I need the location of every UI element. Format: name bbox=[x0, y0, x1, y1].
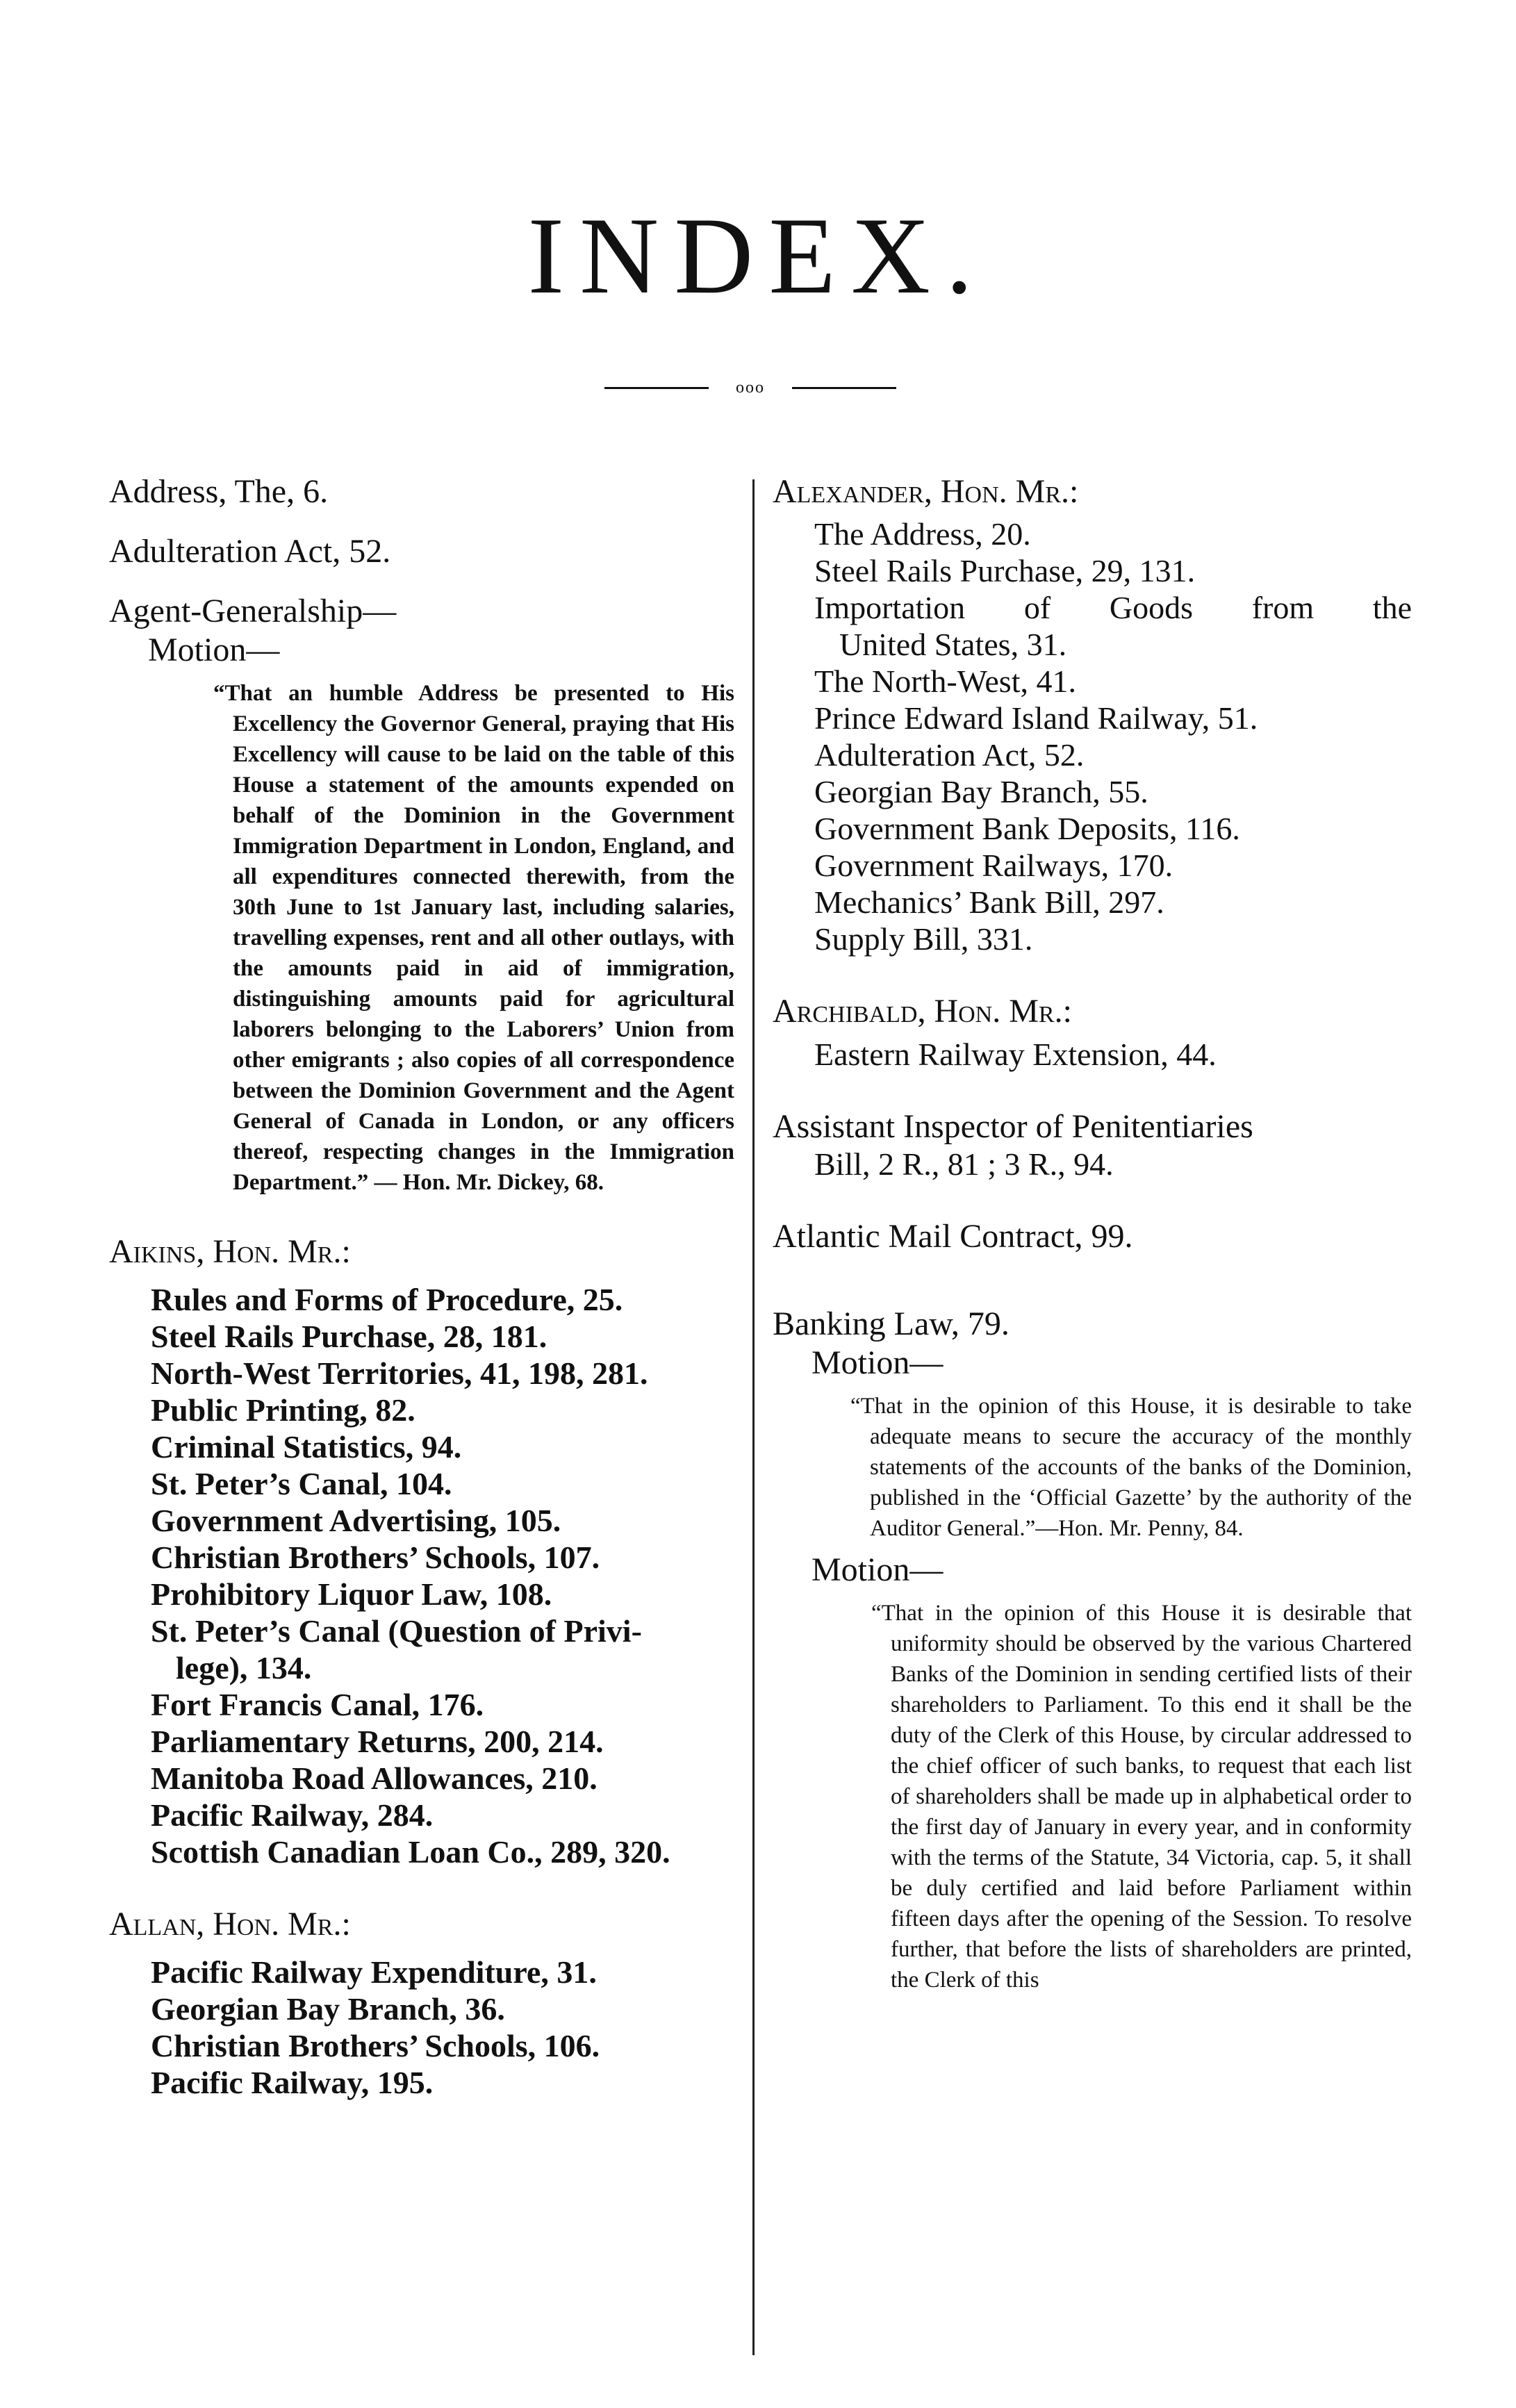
entry-alexander-heading: Alexander, Hon. Mr.: bbox=[773, 473, 1079, 510]
aikins-item-privilege bbox=[109, 1613, 734, 1686]
entry-address: Address, The, 6. bbox=[109, 473, 329, 510]
alexander-item: Supply Bill, 331. bbox=[814, 921, 1033, 957]
aikins-item: Manitoba Road Allowances, 210. bbox=[151, 1760, 598, 1796]
alexander-item: Government Railways, 170. bbox=[814, 848, 1173, 883]
allan-item: Pacific Railway Expenditure, 31. bbox=[151, 1954, 597, 1990]
allan-item: Georgian Bay Branch, 36. bbox=[151, 1991, 505, 2027]
aikins-item: Public Printing, 82. bbox=[151, 1392, 415, 1428]
entry-assistant-inspector-line1: Assistant Inspector of Penitentiaries bbox=[773, 1108, 1253, 1145]
agent-motion-label: Motion— bbox=[148, 632, 280, 668]
banking-motion-label-1: Motion— bbox=[811, 1344, 944, 1381]
aikins-item: Government Advertising, 105. bbox=[151, 1503, 561, 1538]
banking-motion-text-1: “That in the opinion of this House, it is desirable to take adequate means to secure the accuracy of the monthly statements of the accounts of the banks of the Dominion, published in the ‘Official Gazette’ by the authority of the Auditor General.”—Hon. Mr. Penny, 84. bbox=[850, 1394, 1412, 1541]
alexander-item-importation-line2: United States, 31. bbox=[839, 627, 1067, 662]
banking-motion-text-2: “That in the opinion of this House it is desirable that uniformity should be observed by the various Chartered Banks of the Dominion in sending certified lists of their shareholders to Parliament. To this end it shall be the duty of the Clerk of this House, by circular addressed to the chief officer of such banks, to request that each list of shareholders shall be made up in alphabetical order to the first day of January in every year, and in conformity with the terms of the Statute, 34 Victoria, cap. 5, it shall be duly certified and laid before Parliament within fifteen days after the opening of the Session. To resolve further, that before the lists of shareholders are printed, the Clerk of this bbox=[871, 1601, 1412, 1993]
entry-assistant-inspector-line2: Bill, 2 R., 81 ; 3 R., 94. bbox=[814, 1146, 1114, 1182]
entry-allan-heading: Allan, Hon. Mr.: bbox=[109, 1906, 351, 1943]
page-title: INDEX. bbox=[527, 195, 989, 317]
alexander-list bbox=[773, 516, 1412, 957]
allan-list bbox=[109, 1954, 734, 2101]
alexander-item: The North-West, 41. bbox=[814, 663, 1076, 699]
left-column bbox=[109, 472, 734, 2101]
allan-item: Pacific Railway, 195. bbox=[151, 2065, 434, 2100]
alexander-item: Mechanics’ Bank Bill, 297. bbox=[814, 884, 1164, 920]
aikins-item: Rules and Forms of Procedure, 25. bbox=[151, 1282, 623, 1317]
entry-banking-law: Banking Law, 79. bbox=[773, 1305, 1010, 1342]
column-rule bbox=[752, 479, 755, 2355]
divider-ornament: ooo bbox=[736, 379, 765, 397]
entry-agent-generalship: Agent-Generalship— bbox=[109, 593, 397, 629]
divider-line-left bbox=[604, 387, 709, 389]
aikins-item: Steel Rails Purchase, 28, 181. bbox=[151, 1319, 547, 1354]
allan-item: Christian Brothers’ Schools, 106. bbox=[151, 2028, 600, 2063]
right-column bbox=[773, 472, 1412, 1995]
entry-archibald-heading: Archibald, Hon. Mr.: bbox=[773, 993, 1072, 1030]
archibald-item: Eastern Railway Extension, 44. bbox=[814, 1037, 1217, 1072]
alexander-item: Steel Rails Purchase, 29, 131. bbox=[814, 553, 1196, 588]
entry-aikins-heading: Aikins, Hon. Mr.: bbox=[109, 1233, 351, 1270]
agent-motion-text: “That an humble Address be presented to His Excellency the Governor General, praying that His Excellency will cause to be laid on the table of this House a statement of the amounts expended on behalf of the Dominion in the Government Immigration Department in London, England, and all expenditures connected therewith, from the 30th June to 1st January last, including salaries, travelling expenses, rent and all other outlays, with the amounts paid in aid of immigration, distinguishing amounts paid for agricultural laborers belonging to the Laborers’ Union from other emigrants ; also copies of all correspondence between the Dominion Government and the Agent General of Canada in London, or any officers thereof, respecting changes in the Immigration Department.” — Hon. Mr. Dickey, 68. bbox=[213, 681, 734, 1195]
aikins-item: St. Peter’s Canal, 104. bbox=[151, 1466, 452, 1501]
aikins-item: Fort Francis Canal, 176. bbox=[151, 1687, 484, 1722]
aikins-item: Christian Brothers’ Schools, 107. bbox=[151, 1540, 600, 1575]
divider-line-right bbox=[792, 387, 896, 389]
aikins-item: Scottish Canadian Loan Co., 289, 320. bbox=[151, 1834, 670, 1870]
aikins-item: Pacific Railway, 284. bbox=[151, 1797, 434, 1833]
aikins-list bbox=[109, 1281, 734, 1870]
alexander-item: The Address, 20. bbox=[814, 516, 1031, 552]
alexander-item: Government Bank Deposits, 116. bbox=[814, 811, 1240, 846]
alexander-item: Georgian Bay Branch, 55. bbox=[814, 774, 1148, 809]
aikins-item: Criminal Statistics, 94. bbox=[151, 1429, 462, 1465]
aikins-item: Parliamentary Returns, 200, 214. bbox=[151, 1724, 604, 1759]
title-divider bbox=[604, 377, 896, 398]
alexander-item: Prince Edward Island Railway, 51. bbox=[814, 700, 1258, 736]
entry-atlantic-mail: Atlantic Mail Contract, 99. bbox=[773, 1218, 1133, 1255]
aikins-item: North-West Territories, 41, 198, 281. bbox=[151, 1355, 648, 1391]
banking-motion-label-2: Motion— bbox=[811, 1551, 944, 1588]
aikins-item-privilege-line1: St. Peter’s Canal (Question of Privi- bbox=[151, 1613, 642, 1649]
alexander-item: Adulteration Act, 52. bbox=[814, 737, 1085, 773]
alexander-item-importation-line1: Importation of Goods from the bbox=[814, 590, 1412, 625]
aikins-item: Prohibitory Liquor Law, 108. bbox=[151, 1576, 552, 1612]
aikins-item-privilege-line2: lege), 134. bbox=[176, 1650, 312, 1685]
entry-adulteration-act: Adulteration Act, 52. bbox=[109, 533, 391, 570]
